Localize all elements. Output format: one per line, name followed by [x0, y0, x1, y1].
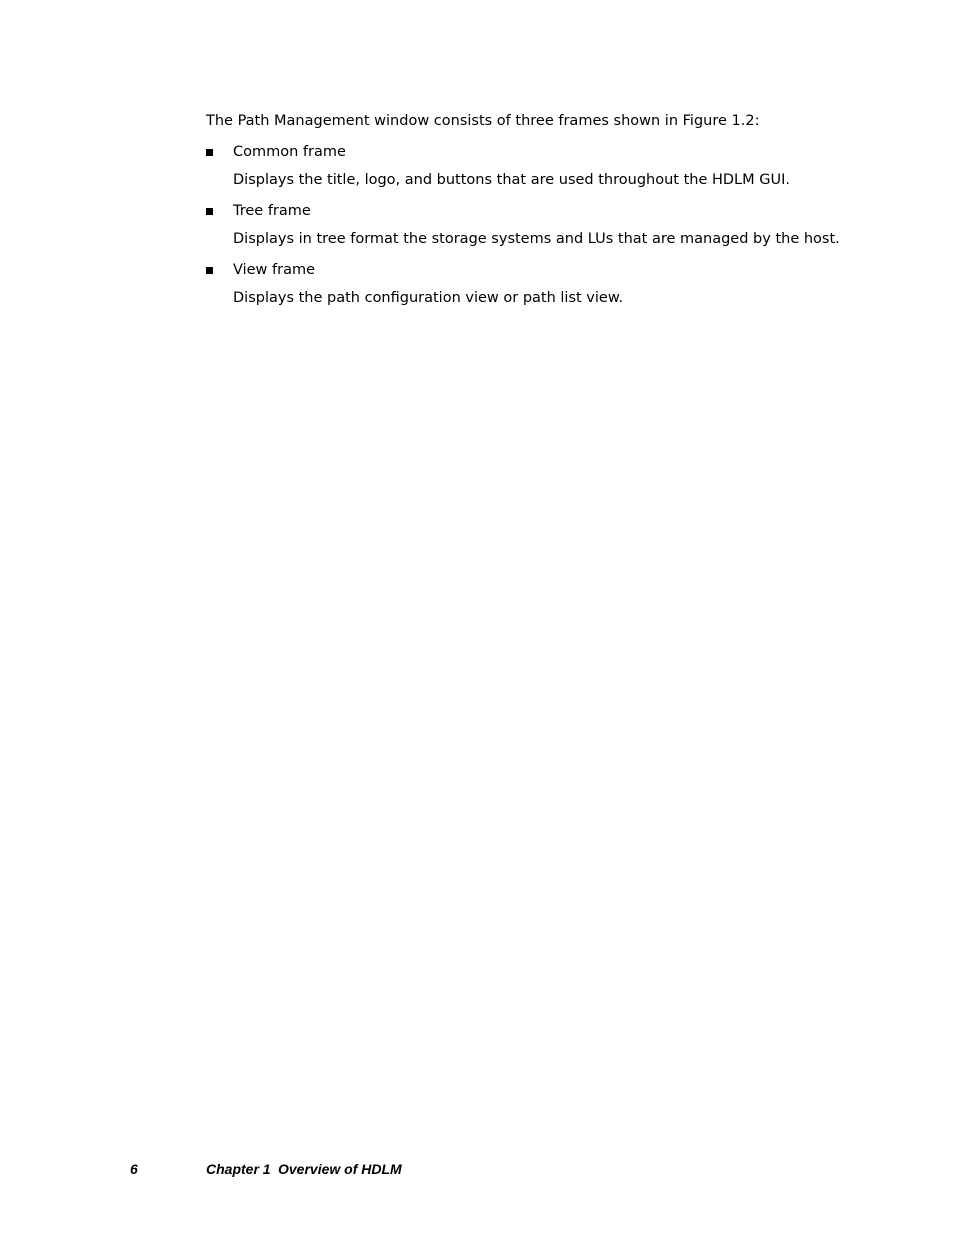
list-item-description: Displays the path configuration view or path list view. [233, 290, 623, 306]
page-footer [0, 1159, 954, 1179]
list-item-view-frame [206, 260, 906, 308]
square-bullet-icon [206, 208, 213, 215]
list-item-description: Displays in tree format the storage systems and LUs that are managed by the host. [233, 231, 840, 247]
list-item-title: Tree frame [233, 203, 311, 219]
page-body [206, 111, 906, 319]
list-item-tree-frame [206, 201, 906, 249]
list-item-title: Common frame [233, 144, 346, 160]
chapter-label: Chapter 1 [206, 1161, 271, 1177]
list-item-description: Displays the title, logo, and buttons that are used throughout the HDLM GUI. [233, 172, 790, 188]
list-item-title: View frame [233, 262, 316, 278]
list-item-common-frame [206, 142, 906, 190]
page-number: 6 [130, 1161, 138, 1177]
square-bullet-icon [206, 267, 213, 274]
intro-paragraph: The Path Management window consists of three frames shown in Figure 1.2: [206, 113, 760, 129]
frames-list [206, 142, 906, 308]
square-bullet-icon [206, 149, 213, 156]
chapter-title: Overview of HDLM [278, 1161, 402, 1177]
